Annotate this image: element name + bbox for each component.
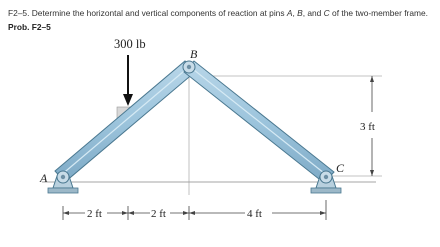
pin-b-ref: B [297,8,303,18]
dimension-2ft-middle: 2 ft [151,208,166,220]
problem-sep-1: , [292,8,298,18]
dimension-2ft-left: 2 ft [87,208,102,220]
dimension-4ft: 4 ft [247,208,262,220]
pin-c-ref: C [323,8,330,18]
horizontal-dimension-line [63,200,326,220]
problem-text-start: F2–5. Determine the horizontal and vertical components of reaction at pins [8,8,287,18]
problem-reference: Prob. F2–5 [8,22,51,32]
point-label-b: B [190,47,198,61]
load-label: 300 lb [114,37,146,51]
pin-b [183,61,195,73]
problem-text-end: of the two-member frame. [329,8,428,18]
dimension-3ft: 3 ft [360,121,375,133]
member-bc [184,61,334,183]
point-label-c: C [336,161,345,175]
load-arrow [123,55,133,106]
pin-a-ref: A [286,8,293,18]
problem-sep-2: , and [302,8,324,18]
point-label-a: A [40,171,48,185]
member-ab [55,61,195,182]
